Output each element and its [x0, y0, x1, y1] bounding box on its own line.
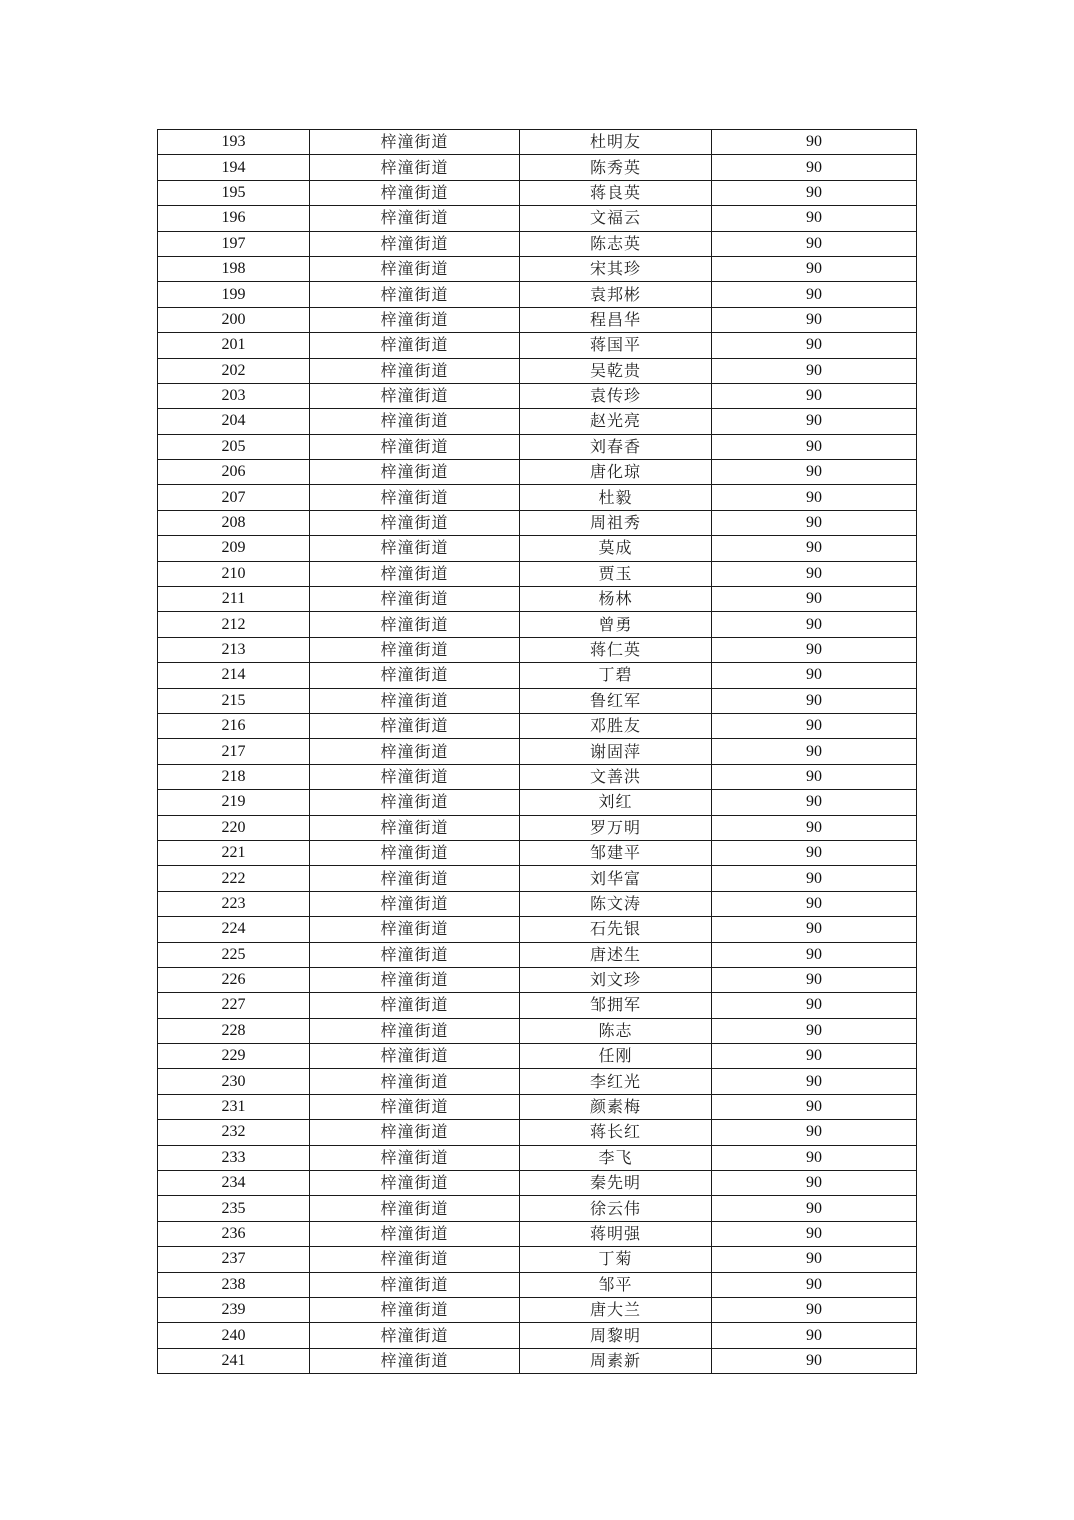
street-cell: 梓潼街道 — [310, 1323, 520, 1348]
amount-cell: 90 — [712, 815, 917, 840]
row-number-cell: 237 — [158, 1247, 310, 1272]
street-cell: 梓潼街道 — [310, 206, 520, 231]
person-name-cell: 唐大兰 — [520, 1297, 712, 1322]
table-row — [158, 663, 917, 688]
row-number-cell: 231 — [158, 1094, 310, 1119]
person-name-cell: 邓胜友 — [520, 713, 712, 738]
street-cell: 梓潼街道 — [310, 587, 520, 612]
street-cell: 梓潼街道 — [310, 637, 520, 662]
amount-cell: 90 — [712, 1069, 917, 1094]
amount-cell: 90 — [712, 967, 917, 992]
street-cell: 梓潼街道 — [310, 1272, 520, 1297]
table-row — [158, 358, 917, 383]
table-row — [158, 1323, 917, 1348]
person-name-cell: 颜素梅 — [520, 1094, 712, 1119]
person-name-cell: 石先银 — [520, 917, 712, 942]
row-number-cell: 217 — [158, 739, 310, 764]
amount-cell: 90 — [712, 612, 917, 637]
amount-cell: 90 — [712, 1348, 917, 1373]
person-name-cell: 杜毅 — [520, 485, 712, 510]
street-cell: 梓潼街道 — [310, 1044, 520, 1069]
street-cell: 梓潼街道 — [310, 1120, 520, 1145]
person-name-cell: 周祖秀 — [520, 510, 712, 535]
table-row — [158, 282, 917, 307]
person-name-cell: 唐述生 — [520, 942, 712, 967]
street-cell: 梓潼街道 — [310, 231, 520, 256]
row-number-cell: 211 — [158, 587, 310, 612]
row-number-cell: 221 — [158, 840, 310, 865]
amount-cell: 90 — [712, 1272, 917, 1297]
person-name-cell: 杜明友 — [520, 130, 712, 155]
table-row — [158, 1171, 917, 1196]
street-cell: 梓潼街道 — [310, 383, 520, 408]
street-cell: 梓潼街道 — [310, 460, 520, 485]
row-number-cell: 233 — [158, 1145, 310, 1170]
subsidy-list-table — [157, 129, 917, 1374]
person-name-cell: 蒋明强 — [520, 1221, 712, 1246]
street-cell: 梓潼街道 — [310, 130, 520, 155]
street-cell: 梓潼街道 — [310, 1094, 520, 1119]
row-number-cell: 200 — [158, 307, 310, 332]
row-number-cell: 202 — [158, 358, 310, 383]
row-number-cell: 194 — [158, 155, 310, 180]
row-number-cell: 230 — [158, 1069, 310, 1094]
amount-cell: 90 — [712, 663, 917, 688]
street-cell: 梓潼街道 — [310, 917, 520, 942]
person-name-cell: 蒋长红 — [520, 1120, 712, 1145]
table-row — [158, 510, 917, 535]
table-row — [158, 764, 917, 789]
amount-cell: 90 — [712, 282, 917, 307]
person-name-cell: 刘春香 — [520, 434, 712, 459]
amount-cell: 90 — [712, 713, 917, 738]
row-number-cell: 228 — [158, 1018, 310, 1043]
row-number-cell: 226 — [158, 967, 310, 992]
row-number-cell: 204 — [158, 409, 310, 434]
amount-cell: 90 — [712, 155, 917, 180]
table-row — [158, 1094, 917, 1119]
street-cell: 梓潼街道 — [310, 536, 520, 561]
table-row — [158, 561, 917, 586]
amount-cell: 90 — [712, 840, 917, 865]
row-number-cell: 224 — [158, 917, 310, 942]
person-name-cell: 蒋仁英 — [520, 637, 712, 662]
person-name-cell: 李红光 — [520, 1069, 712, 1094]
table-row — [158, 155, 917, 180]
amount-cell: 90 — [712, 180, 917, 205]
table-row — [158, 713, 917, 738]
table-row — [158, 917, 917, 942]
table-row — [158, 383, 917, 408]
amount-cell: 90 — [712, 206, 917, 231]
row-number-cell: 218 — [158, 764, 310, 789]
person-name-cell: 袁邦彬 — [520, 282, 712, 307]
person-name-cell: 唐化琼 — [520, 460, 712, 485]
street-cell: 梓潼街道 — [310, 891, 520, 916]
street-cell: 梓潼街道 — [310, 967, 520, 992]
street-cell: 梓潼街道 — [310, 663, 520, 688]
table-row — [158, 993, 917, 1018]
row-number-cell: 214 — [158, 663, 310, 688]
street-cell: 梓潼街道 — [310, 561, 520, 586]
person-name-cell: 邹拥军 — [520, 993, 712, 1018]
row-number-cell: 207 — [158, 485, 310, 510]
person-name-cell: 邹建平 — [520, 840, 712, 865]
table-row — [158, 967, 917, 992]
row-number-cell: 210 — [158, 561, 310, 586]
table-row — [158, 1196, 917, 1221]
person-name-cell: 吴乾贵 — [520, 358, 712, 383]
person-name-cell: 秦先明 — [520, 1171, 712, 1196]
person-name-cell: 刘华富 — [520, 866, 712, 891]
amount-cell: 90 — [712, 866, 917, 891]
amount-cell: 90 — [712, 130, 917, 155]
amount-cell: 90 — [712, 1145, 917, 1170]
row-number-cell: 238 — [158, 1272, 310, 1297]
row-number-cell: 215 — [158, 688, 310, 713]
row-number-cell: 225 — [158, 942, 310, 967]
row-number-cell: 198 — [158, 256, 310, 281]
table-row — [158, 840, 917, 865]
table-row — [158, 180, 917, 205]
amount-cell: 90 — [712, 688, 917, 713]
table-row — [158, 688, 917, 713]
amount-cell: 90 — [712, 485, 917, 510]
row-number-cell: 229 — [158, 1044, 310, 1069]
table-row — [158, 1069, 917, 1094]
amount-cell: 90 — [712, 1247, 917, 1272]
street-cell: 梓潼街道 — [310, 155, 520, 180]
table-row — [158, 815, 917, 840]
amount-cell: 90 — [712, 1297, 917, 1322]
street-cell: 梓潼街道 — [310, 1196, 520, 1221]
street-cell: 梓潼街道 — [310, 942, 520, 967]
table-row — [158, 1018, 917, 1043]
row-number-cell: 220 — [158, 815, 310, 840]
street-cell: 梓潼街道 — [310, 1247, 520, 1272]
amount-cell: 90 — [712, 790, 917, 815]
table-row — [158, 1221, 917, 1246]
person-name-cell: 罗万明 — [520, 815, 712, 840]
row-number-cell: 232 — [158, 1120, 310, 1145]
person-name-cell: 邹平 — [520, 1272, 712, 1297]
row-number-cell: 197 — [158, 231, 310, 256]
amount-cell: 90 — [712, 1196, 917, 1221]
table-row — [158, 866, 917, 891]
row-number-cell: 235 — [158, 1196, 310, 1221]
person-name-cell: 杨林 — [520, 587, 712, 612]
amount-cell: 90 — [712, 1044, 917, 1069]
amount-cell: 90 — [712, 891, 917, 916]
table-row — [158, 942, 917, 967]
table-row — [158, 1044, 917, 1069]
table-row — [158, 1120, 917, 1145]
person-name-cell: 周黎明 — [520, 1323, 712, 1348]
street-cell: 梓潼街道 — [310, 1221, 520, 1246]
street-cell: 梓潼街道 — [310, 1018, 520, 1043]
amount-cell: 90 — [712, 256, 917, 281]
table-row — [158, 460, 917, 485]
table-body — [158, 130, 917, 1374]
amount-cell: 90 — [712, 993, 917, 1018]
amount-cell: 90 — [712, 1094, 917, 1119]
street-cell: 梓潼街道 — [310, 815, 520, 840]
person-name-cell: 文善洪 — [520, 764, 712, 789]
amount-cell: 90 — [712, 1323, 917, 1348]
table-row — [158, 1272, 917, 1297]
row-number-cell: 209 — [158, 536, 310, 561]
amount-cell: 90 — [712, 1221, 917, 1246]
amount-cell: 90 — [712, 942, 917, 967]
person-name-cell: 莫成 — [520, 536, 712, 561]
amount-cell: 90 — [712, 917, 917, 942]
table-row — [158, 790, 917, 815]
table-row — [158, 1348, 917, 1373]
row-number-cell: 196 — [158, 206, 310, 231]
row-number-cell: 222 — [158, 866, 310, 891]
table-row — [158, 612, 917, 637]
person-name-cell: 陈志 — [520, 1018, 712, 1043]
street-cell: 梓潼街道 — [310, 510, 520, 535]
person-name-cell: 文福云 — [520, 206, 712, 231]
street-cell: 梓潼街道 — [310, 688, 520, 713]
person-name-cell: 陈文涛 — [520, 891, 712, 916]
person-name-cell: 蒋国平 — [520, 333, 712, 358]
row-number-cell: 236 — [158, 1221, 310, 1246]
amount-cell: 90 — [712, 1120, 917, 1145]
street-cell: 梓潼街道 — [310, 866, 520, 891]
table-row — [158, 536, 917, 561]
amount-cell: 90 — [712, 1171, 917, 1196]
person-name-cell: 丁碧 — [520, 663, 712, 688]
street-cell: 梓潼街道 — [310, 764, 520, 789]
street-cell: 梓潼街道 — [310, 282, 520, 307]
row-number-cell: 241 — [158, 1348, 310, 1373]
table-row — [158, 409, 917, 434]
person-name-cell: 刘文珍 — [520, 967, 712, 992]
person-name-cell: 程昌华 — [520, 307, 712, 332]
street-cell: 梓潼街道 — [310, 739, 520, 764]
person-name-cell: 李飞 — [520, 1145, 712, 1170]
street-cell: 梓潼街道 — [310, 358, 520, 383]
street-cell: 梓潼街道 — [310, 1171, 520, 1196]
amount-cell: 90 — [712, 307, 917, 332]
person-name-cell: 丁菊 — [520, 1247, 712, 1272]
table-row — [158, 587, 917, 612]
amount-cell: 90 — [712, 231, 917, 256]
person-name-cell: 贾玉 — [520, 561, 712, 586]
street-cell: 梓潼街道 — [310, 1145, 520, 1170]
person-name-cell: 陈志英 — [520, 231, 712, 256]
row-number-cell: 239 — [158, 1297, 310, 1322]
table-row — [158, 1145, 917, 1170]
row-number-cell: 201 — [158, 333, 310, 358]
table-row — [158, 256, 917, 281]
row-number-cell: 205 — [158, 434, 310, 459]
table-row — [158, 739, 917, 764]
street-cell: 梓潼街道 — [310, 256, 520, 281]
street-cell: 梓潼街道 — [310, 713, 520, 738]
table-row — [158, 206, 917, 231]
amount-cell: 90 — [712, 561, 917, 586]
amount-cell: 90 — [712, 510, 917, 535]
street-cell: 梓潼街道 — [310, 485, 520, 510]
street-cell: 梓潼街道 — [310, 790, 520, 815]
row-number-cell: 240 — [158, 1323, 310, 1348]
street-cell: 梓潼街道 — [310, 333, 520, 358]
row-number-cell: 216 — [158, 713, 310, 738]
street-cell: 梓潼街道 — [310, 840, 520, 865]
table-row — [158, 231, 917, 256]
street-cell: 梓潼街道 — [310, 1069, 520, 1094]
person-name-cell: 袁传珍 — [520, 383, 712, 408]
street-cell: 梓潼街道 — [310, 409, 520, 434]
table-row — [158, 434, 917, 459]
street-cell: 梓潼街道 — [310, 993, 520, 1018]
amount-cell: 90 — [712, 409, 917, 434]
person-name-cell: 周素新 — [520, 1348, 712, 1373]
amount-cell: 90 — [712, 587, 917, 612]
table-row — [158, 1247, 917, 1272]
row-number-cell: 208 — [158, 510, 310, 535]
row-number-cell: 193 — [158, 130, 310, 155]
amount-cell: 90 — [712, 739, 917, 764]
table-row — [158, 1297, 917, 1322]
row-number-cell: 206 — [158, 460, 310, 485]
amount-cell: 90 — [712, 460, 917, 485]
street-cell: 梓潼街道 — [310, 434, 520, 459]
row-number-cell: 213 — [158, 637, 310, 662]
row-number-cell: 227 — [158, 993, 310, 1018]
street-cell: 梓潼街道 — [310, 307, 520, 332]
street-cell: 梓潼街道 — [310, 1297, 520, 1322]
person-name-cell: 谢固萍 — [520, 739, 712, 764]
street-cell: 梓潼街道 — [310, 612, 520, 637]
row-number-cell: 195 — [158, 180, 310, 205]
person-name-cell: 陈秀英 — [520, 155, 712, 180]
amount-cell: 90 — [712, 358, 917, 383]
person-name-cell: 蒋良英 — [520, 180, 712, 205]
row-number-cell: 234 — [158, 1171, 310, 1196]
person-name-cell: 任刚 — [520, 1044, 712, 1069]
row-number-cell: 219 — [158, 790, 310, 815]
amount-cell: 90 — [712, 434, 917, 459]
amount-cell: 90 — [712, 333, 917, 358]
street-cell: 梓潼街道 — [310, 180, 520, 205]
street-cell: 梓潼街道 — [310, 1348, 520, 1373]
amount-cell: 90 — [712, 536, 917, 561]
table-row — [158, 307, 917, 332]
table-row — [158, 130, 917, 155]
person-name-cell: 徐云伟 — [520, 1196, 712, 1221]
row-number-cell: 212 — [158, 612, 310, 637]
amount-cell: 90 — [712, 764, 917, 789]
table-row — [158, 333, 917, 358]
row-number-cell: 199 — [158, 282, 310, 307]
table-row — [158, 485, 917, 510]
amount-cell: 90 — [712, 383, 917, 408]
amount-cell: 90 — [712, 637, 917, 662]
person-name-cell: 曾勇 — [520, 612, 712, 637]
person-name-cell: 宋其珍 — [520, 256, 712, 281]
table-row — [158, 891, 917, 916]
table-row — [158, 637, 917, 662]
row-number-cell: 203 — [158, 383, 310, 408]
row-number-cell: 223 — [158, 891, 310, 916]
person-name-cell: 刘红 — [520, 790, 712, 815]
person-name-cell: 赵光亮 — [520, 409, 712, 434]
person-name-cell: 鲁红军 — [520, 688, 712, 713]
amount-cell: 90 — [712, 1018, 917, 1043]
